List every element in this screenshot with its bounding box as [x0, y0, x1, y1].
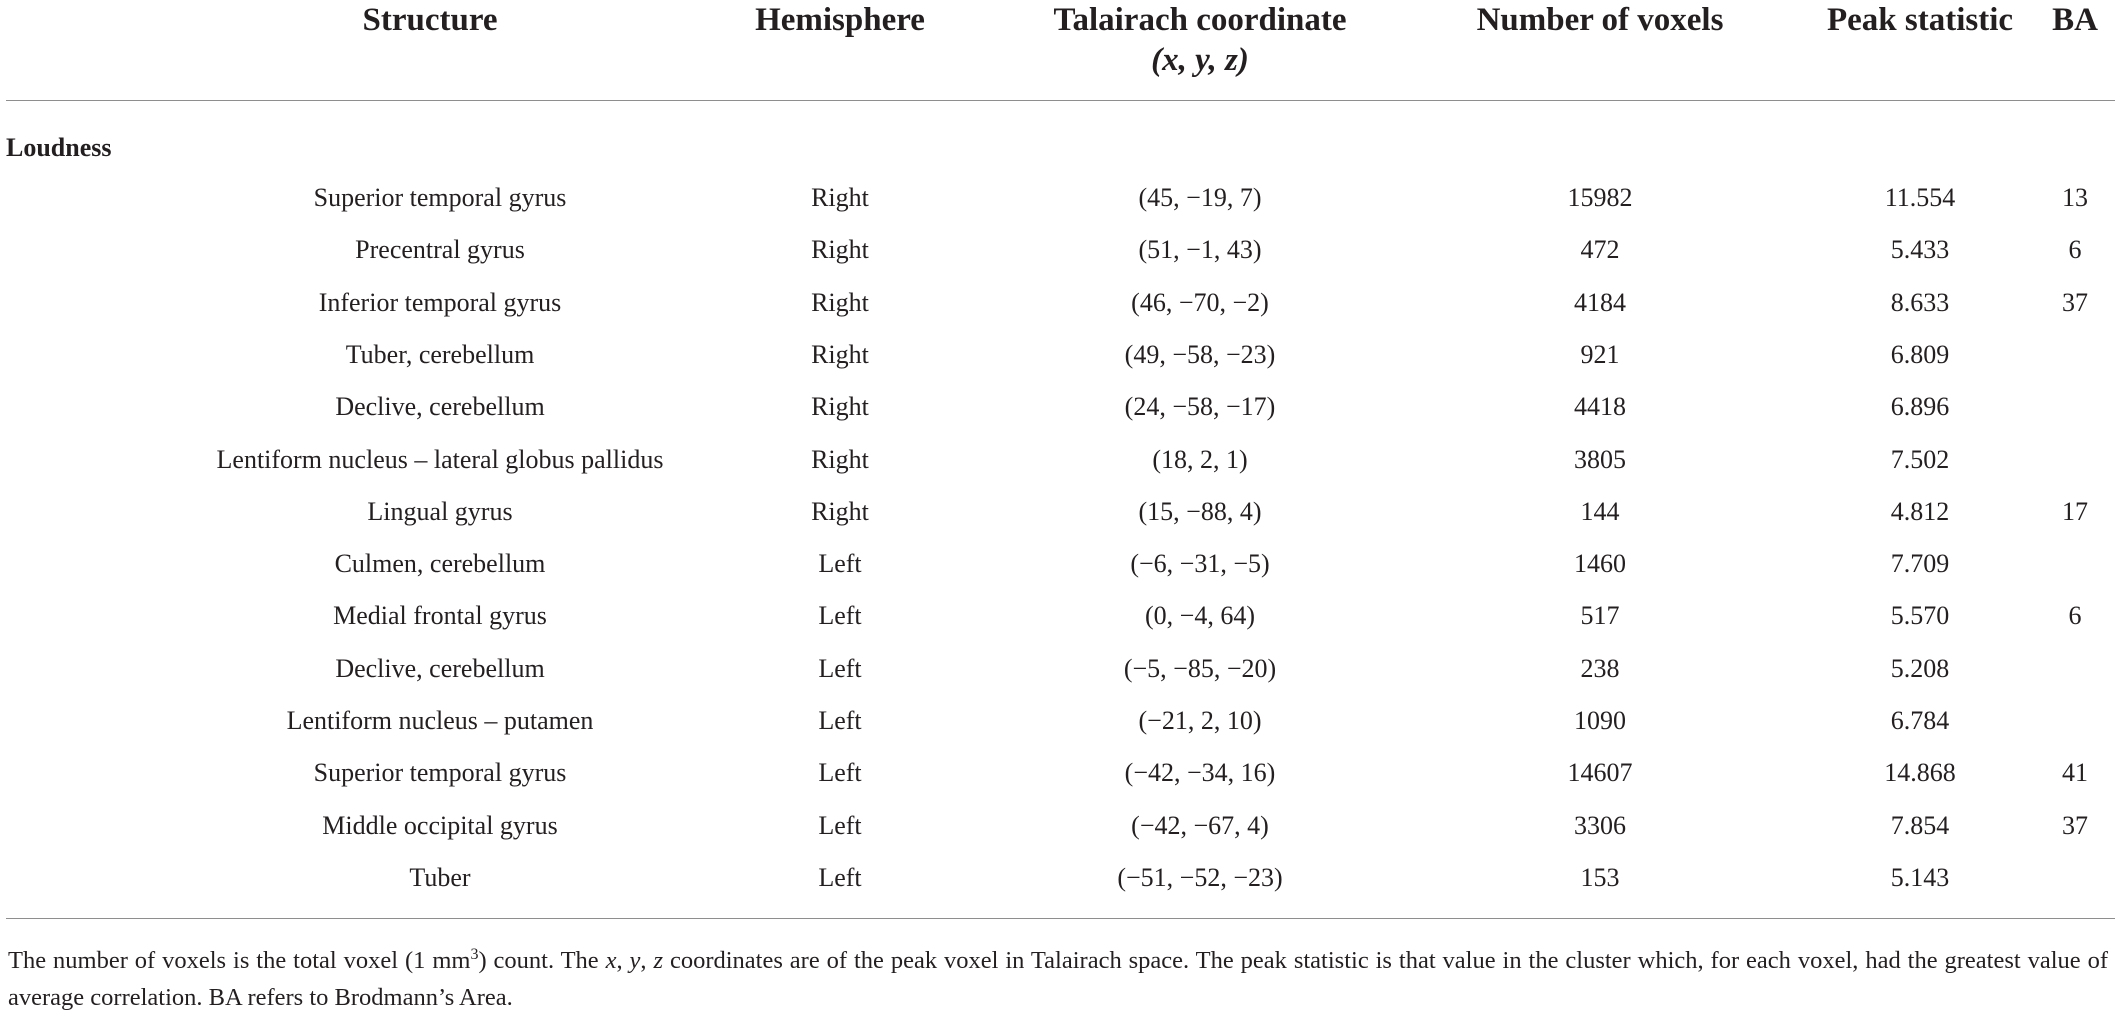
table-row — [0, 434, 2117, 486]
cell-peak: 5.433 — [1890, 235, 1950, 265]
cell-voxels: 3306 — [1574, 810, 1626, 840]
cell-ba: 17 — [2062, 496, 2088, 526]
cell-structure: Middle occipital gyrus — [322, 810, 558, 840]
cell-peak: 6.809 — [1890, 339, 1950, 369]
cell-structure: Lingual gyrus — [367, 496, 513, 526]
cell-peak: 5.143 — [1890, 862, 1950, 892]
col-header-coordinate-line2: (x, y, z) — [1151, 42, 1249, 78]
cell-voxels: 1460 — [1574, 549, 1626, 579]
cell-coordinate: (−42, −34, 16) — [1124, 758, 1276, 788]
cell-coordinate: (−42, −67, 4) — [1131, 810, 1269, 840]
cell-coordinate: (−21, 2, 10) — [1138, 706, 1262, 735]
table-row — [0, 224, 2117, 276]
table-row — [0, 381, 2117, 433]
cell-peak: 5.570 — [1890, 601, 1950, 631]
cell-structure: Tuber — [409, 862, 471, 892]
cell-voxels: 472 — [1580, 235, 1620, 265]
col-header-coordinate-line1: Talairach coordinate — [1053, 2, 1347, 38]
table-row — [0, 695, 2117, 747]
cell-coordinate: (15, −88, 4) — [1138, 496, 1262, 526]
cell-structure: Lentiform nucleus – lateral globus pallidus — [216, 444, 664, 474]
cell-peak: 8.633 — [1890, 287, 1950, 317]
cell-hemisphere: Right — [811, 287, 869, 317]
cell-hemisphere: Right — [811, 183, 869, 212]
footnote-var-z: z — [653, 947, 664, 975]
cell-peak: 14.868 — [1884, 758, 1956, 788]
cell-coordinate: (24, −58, −17) — [1124, 392, 1276, 422]
footnote-sep-2: , — [640, 947, 654, 975]
cell-voxels: 238 — [1580, 653, 1620, 683]
table-row — [0, 329, 2117, 381]
cell-hemisphere: Right — [811, 339, 869, 369]
footnote-sep-1: , — [616, 947, 630, 975]
table-row — [0, 277, 2117, 329]
table-footnote — [8, 936, 2108, 1016]
cell-structure: Precentral gyrus — [355, 235, 525, 265]
cell-ba: 6 — [2068, 601, 2082, 631]
cell-peak: 6.784 — [1890, 706, 1950, 735]
cell-peak: 7.854 — [1890, 810, 1950, 840]
cell-peak: 6.896 — [1890, 392, 1950, 422]
cell-hemisphere: Left — [818, 706, 862, 735]
footnote-superscript: 3 — [470, 946, 479, 963]
cell-coordinate: (−6, −31, −5) — [1130, 549, 1270, 579]
cell-peak: 4.812 — [1890, 496, 1950, 526]
cell-coordinate: (−51, −52, −23) — [1117, 862, 1283, 892]
cell-voxels: 517 — [1580, 601, 1620, 631]
cell-ba: 41 — [2062, 758, 2088, 788]
cell-hemisphere: Left — [818, 862, 862, 892]
table-row — [0, 172, 2117, 224]
cell-voxels: 15982 — [1567, 183, 1633, 212]
cell-structure: Inferior temporal gyrus — [318, 287, 562, 317]
cell-coordinate: (−5, −85, −20) — [1123, 653, 1277, 683]
cell-structure: Declive, cerebellum — [335, 653, 545, 683]
cell-coordinate: (51, −1, 43) — [1138, 235, 1262, 265]
col-header-ba: BA — [2052, 2, 2098, 38]
cell-structure: Superior temporal gyrus — [313, 183, 567, 212]
cell-peak: 7.709 — [1890, 549, 1950, 579]
group-label-loudness: Loudness — [6, 133, 112, 162]
footnote-text-2: ) count. The — [478, 947, 606, 975]
cell-ba: 13 — [2062, 183, 2088, 212]
table-row — [0, 643, 2117, 695]
col-header-voxels: Number of voxels — [1476, 2, 1724, 38]
cell-voxels: 4418 — [1574, 392, 1626, 422]
cell-voxels: 921 — [1580, 339, 1620, 369]
cell-ba: 37 — [2062, 810, 2088, 840]
col-header-peak-statistic: Peak statistic — [1826, 2, 2014, 38]
cell-voxels: 1090 — [1574, 706, 1626, 735]
cell-structure: Culmen, cerebellum — [334, 549, 546, 579]
cell-hemisphere: Left — [818, 810, 862, 840]
cell-voxels: 144 — [1580, 496, 1620, 526]
cell-hemisphere: Right — [811, 496, 869, 526]
cell-peak: 7.502 — [1890, 444, 1950, 474]
cell-structure: Tuber, cerebellum — [345, 339, 535, 369]
cell-ba: 6 — [2068, 235, 2082, 265]
cell-coordinate: (45, −19, 7) — [1138, 183, 1262, 212]
cell-hemisphere: Left — [818, 601, 862, 631]
table-row — [0, 538, 2117, 590]
footnote-text-3: coordinates are of the peak voxel in Talairach space. The peak statistic is that value in the cluster which, for each voxel, had the greatest value of average correlation. BA refers to Brodmann’s Area. — [8, 947, 2108, 1012]
cell-hemisphere: Left — [818, 653, 862, 683]
cell-structure: Superior temporal gyrus — [313, 758, 567, 788]
cell-voxels: 3805 — [1574, 444, 1626, 474]
table-row — [0, 590, 2117, 642]
cell-hemisphere: Left — [818, 549, 862, 579]
cell-coordinate: (0, −4, 64) — [1145, 601, 1255, 631]
cell-coordinate: (49, −58, −23) — [1124, 339, 1276, 369]
cell-voxels: 4184 — [1574, 287, 1626, 317]
cell-peak: 11.554 — [1884, 183, 1956, 212]
table-row — [0, 800, 2117, 852]
cell-hemisphere: Left — [818, 758, 862, 788]
cell-hemisphere: Right — [811, 392, 869, 422]
cell-coordinate: (46, −70, −2) — [1131, 287, 1269, 317]
table-row — [0, 852, 2117, 904]
cell-hemisphere: Right — [811, 444, 869, 474]
cell-coordinate: (18, 2, 1) — [1152, 444, 1248, 474]
table-row — [0, 486, 2117, 538]
footnote-text-1: The number of voxels is the total voxel (1 mm — [8, 947, 471, 975]
col-header-coordinate — [1000, 0, 1400, 80]
footer-rule — [6, 918, 2115, 919]
footnote-var-x: x — [605, 947, 617, 975]
cell-hemisphere: Right — [811, 235, 869, 265]
cell-peak: 5.208 — [1890, 653, 1950, 683]
cell-structure: Declive, cerebellum — [335, 392, 545, 422]
cell-ba: 37 — [2062, 287, 2088, 317]
cell-voxels: 14607 — [1567, 758, 1633, 788]
footnote-var-y: y — [629, 947, 641, 975]
col-header-hemisphere: Hemisphere — [755, 2, 925, 38]
header-rule — [6, 100, 2115, 101]
cell-structure: Lentiform nucleus – putamen — [286, 706, 594, 735]
col-header-structure: Structure — [362, 2, 498, 38]
cell-structure: Medial frontal gyrus — [333, 601, 547, 631]
cell-voxels: 153 — [1580, 862, 1620, 892]
table-row — [0, 747, 2117, 799]
